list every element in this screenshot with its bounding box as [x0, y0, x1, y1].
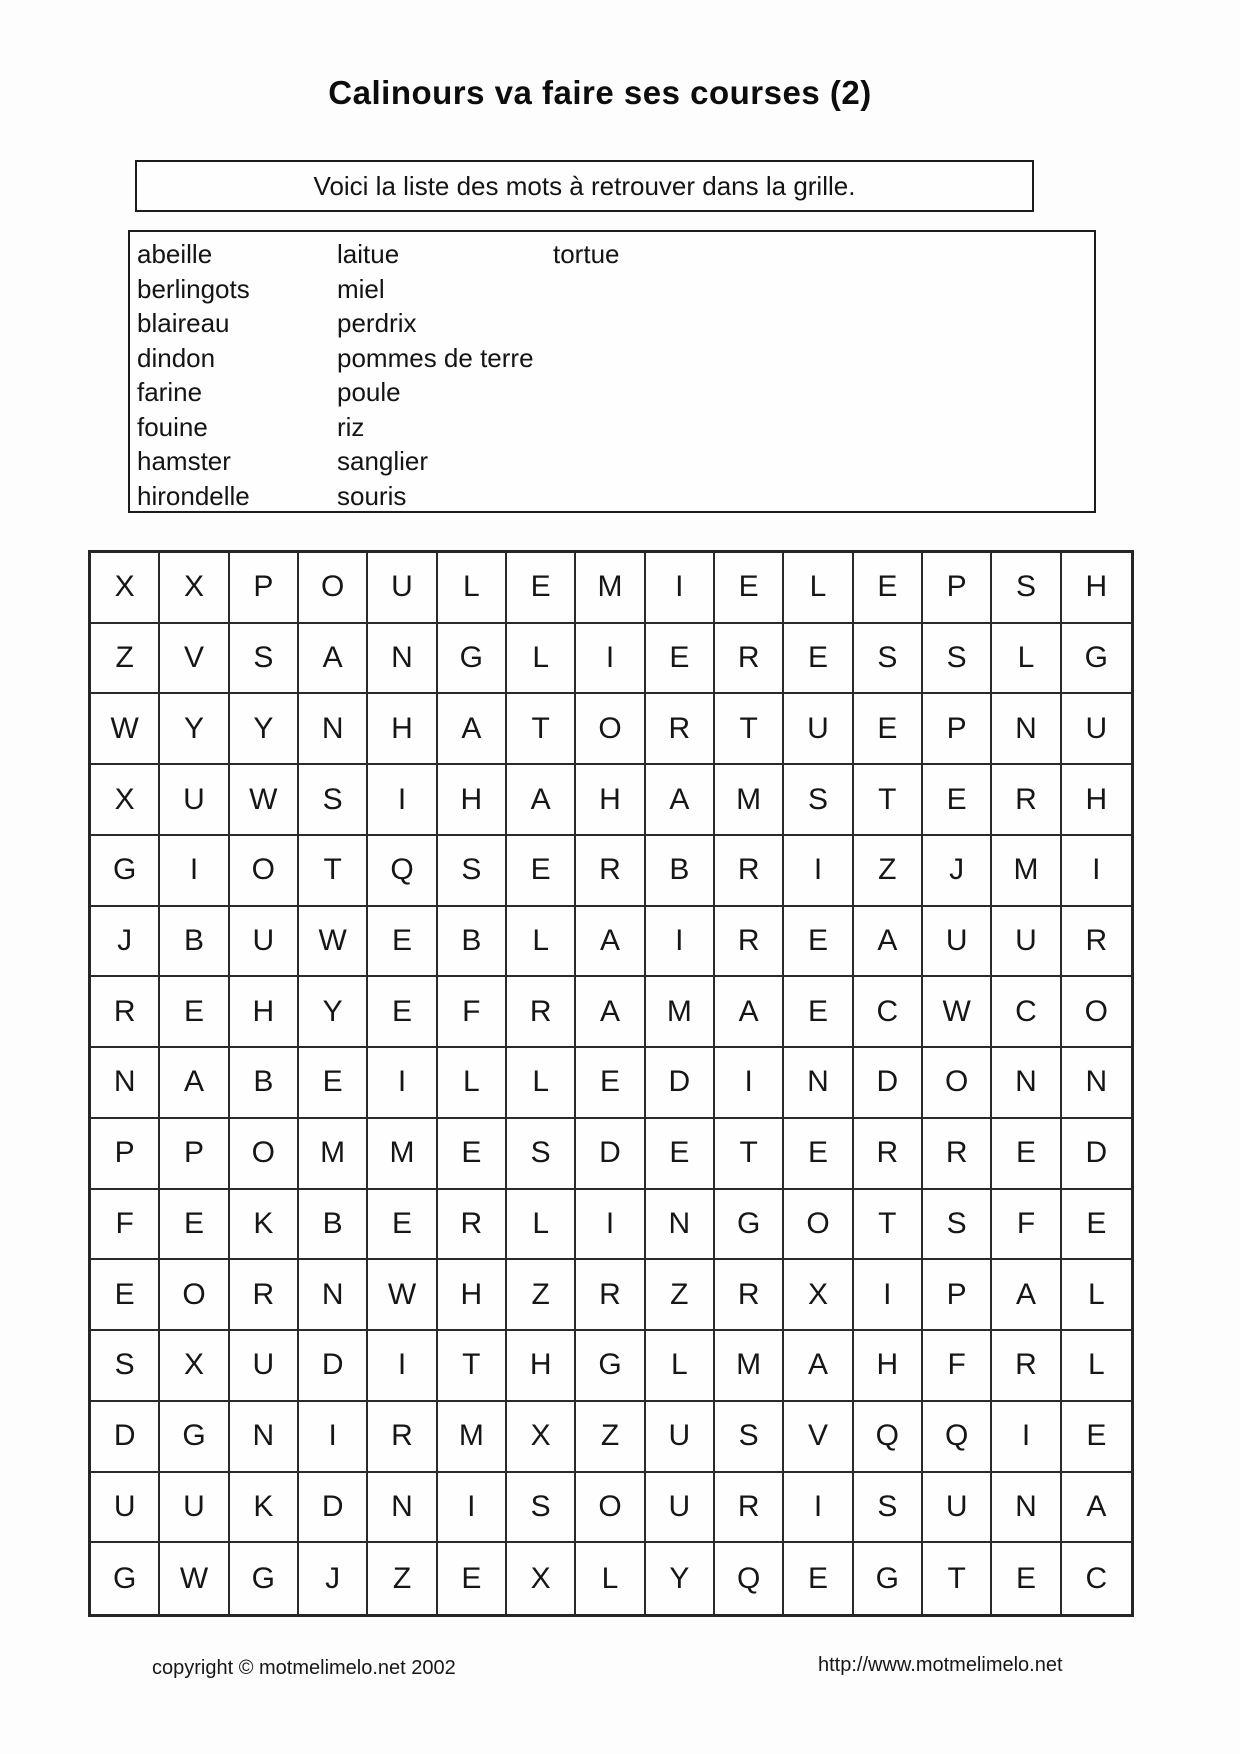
grid-cell: I [715, 1048, 784, 1119]
grid-cell: C [854, 977, 923, 1048]
grid-cell: B [230, 1048, 299, 1119]
grid-cell: U [784, 694, 853, 765]
word-list-item: souris [337, 480, 407, 511]
grid-cell: M [992, 836, 1061, 907]
grid-cell: E [646, 1119, 715, 1190]
grid-cell: Z [91, 624, 160, 695]
grid-cell: I [368, 1331, 437, 1402]
grid-cell: D [299, 1331, 368, 1402]
word-list-item: dindon [137, 342, 216, 373]
grid-cell: O [299, 553, 368, 624]
grid-cell: Z [507, 1260, 576, 1331]
grid-cell: O [576, 1473, 645, 1544]
grid-cell: M [576, 553, 645, 624]
grid-cell: K [230, 1190, 299, 1261]
word-list-column [137, 237, 250, 513]
grid-cell: I [299, 1402, 368, 1473]
grid-cell: R [715, 624, 784, 695]
grid-cell: W [368, 1260, 437, 1331]
grid-cell: T [715, 694, 784, 765]
grid-cell: Y [299, 977, 368, 1048]
grid-cell: A [507, 765, 576, 836]
grid-cell: I [1062, 836, 1131, 907]
word-list-item: laitue [337, 239, 400, 269]
grid-cell: Z [368, 1543, 437, 1614]
instruction-text: Voici la liste des mots à retrouver dans la grille. [313, 170, 856, 201]
grid-cell: I [368, 1048, 437, 1119]
grid-cell: H [438, 1260, 507, 1331]
word-list-item: abeille [137, 239, 213, 269]
grid-cell: U [992, 907, 1061, 978]
grid-cell: E [992, 1119, 1061, 1190]
grid-cell: S [992, 553, 1061, 624]
grid-cell: E [715, 553, 784, 624]
grid-cell: E [507, 553, 576, 624]
grid-cell: N [368, 624, 437, 695]
grid-cell: E [299, 1048, 368, 1119]
grid-cell: M [646, 977, 715, 1048]
grid-cell: L [438, 553, 507, 624]
grid-cell: N [299, 694, 368, 765]
grid-cell: S [230, 624, 299, 695]
grid-cell: L [1062, 1331, 1131, 1402]
grid-cell: O [160, 1260, 229, 1331]
grid-cell: L [507, 907, 576, 978]
grid-cell: O [1062, 977, 1131, 1048]
word-list-item: blaireau [137, 308, 230, 338]
word-list-item: pommes de terre [337, 342, 534, 373]
grid-cell: U [160, 1473, 229, 1544]
grid-cell: S [299, 765, 368, 836]
grid-cell: T [438, 1331, 507, 1402]
grid-cell: B [438, 907, 507, 978]
grid-cell: A [646, 765, 715, 836]
grid-cell: O [576, 694, 645, 765]
grid-cell: A [160, 1048, 229, 1119]
grid-cell: W [230, 765, 299, 836]
grid-cell: I [646, 907, 715, 978]
grid-cell: P [160, 1119, 229, 1190]
grid-cell: L [992, 624, 1061, 695]
grid-cell: S [854, 624, 923, 695]
word-list-column [337, 237, 534, 513]
instruction-box [135, 160, 1034, 212]
grid-cell: Z [854, 836, 923, 907]
grid-cell: U [1062, 694, 1131, 765]
word-list-item: sanglier [337, 446, 429, 476]
grid-cell: L [1062, 1260, 1131, 1331]
grid-cell: Q [854, 1402, 923, 1473]
grid-cell: E [576, 1048, 645, 1119]
grid-cell: W [91, 694, 160, 765]
grid-cell: C [1085, 1561, 1108, 1595]
grid-cell: U [923, 1473, 992, 1544]
word-list-box [128, 230, 1096, 513]
word-list-item: riz [337, 411, 365, 442]
grid-cell: Y [230, 694, 299, 765]
grid-cell: A [854, 907, 923, 978]
page-title: Calinours va faire ses courses (2) [328, 74, 872, 111]
grid-cell: X [507, 1543, 576, 1614]
word-list-item: hirondelle [137, 480, 250, 511]
grid-cell: L [507, 1190, 576, 1261]
grid-cell: A [784, 1331, 853, 1402]
grid-cell: R [992, 1331, 1061, 1402]
word-list-column [553, 237, 620, 272]
grid-cell: E [368, 907, 437, 978]
grid-cell: P [230, 553, 299, 624]
grid-cell: R [576, 1260, 645, 1331]
grid-cell: P [923, 1260, 992, 1331]
grid-cell: S [854, 1473, 923, 1544]
grid-cell: X [91, 553, 160, 624]
grid-cell: G [160, 1402, 229, 1473]
grid-cell: U [368, 553, 437, 624]
grid-cell: M [715, 1331, 784, 1402]
grid-cell: A [438, 694, 507, 765]
grid-cell: E [160, 977, 229, 1048]
grid-cell: L [438, 1048, 507, 1119]
grid-cell: O [923, 1048, 992, 1119]
grid-cell: E [992, 1543, 1061, 1614]
grid-cell: U [230, 907, 299, 978]
grid-cell: X [160, 1331, 229, 1402]
grid-cell: B [646, 836, 715, 907]
grid-cell: F [438, 977, 507, 1048]
grid-cell: C [992, 977, 1061, 1048]
grid-cell: Q [368, 836, 437, 907]
grid-cell: B [299, 1190, 368, 1261]
grid-cell: G [91, 1543, 160, 1614]
grid-cell: P [91, 1119, 160, 1190]
grid-cell: I [576, 624, 645, 695]
grid-cell: E [854, 694, 923, 765]
grid-cell: F [923, 1331, 992, 1402]
grid-cell: J [91, 907, 160, 978]
grid-cell: E [1062, 1402, 1131, 1473]
grid-cell: R [854, 1119, 923, 1190]
grid-cell: R [91, 977, 160, 1048]
grid-cell: D [646, 1048, 715, 1119]
grid-cell: S [715, 1402, 784, 1473]
grid-cell: E [160, 1190, 229, 1261]
grid-cell: G [1062, 624, 1131, 695]
grid-cell: G [715, 1190, 784, 1261]
grid-cell: I [160, 836, 229, 907]
grid-cell: E [646, 624, 715, 695]
grid-cell: N [230, 1402, 299, 1473]
copyright-text: copyright © motmelimelo.net 2002 [152, 1657, 456, 1679]
grid-cell: N [1062, 1048, 1131, 1119]
grid-cell: G [91, 836, 160, 907]
grid-cell: A [576, 907, 645, 978]
grid-cell: E [784, 1543, 853, 1614]
grid-cell: V [784, 1402, 853, 1473]
grid-cell: S [438, 836, 507, 907]
grid-cell: E [854, 553, 923, 624]
grid-cell: R [715, 1473, 784, 1544]
grid-cell: X [160, 553, 229, 624]
grid-cell: N [646, 1190, 715, 1261]
grid-cell: I [576, 1190, 645, 1261]
word-list-item: poule [337, 377, 401, 407]
grid-cell: R [368, 1402, 437, 1473]
grid-cell: D [576, 1119, 645, 1190]
grid-cell: U [91, 1473, 160, 1544]
grid-cell: F [992, 1190, 1061, 1261]
grid-cell: Z [576, 1402, 645, 1473]
grid-cell: G [854, 1543, 923, 1614]
grid-cell: X [784, 1260, 853, 1331]
grid-cell: V [160, 624, 229, 695]
grid-cell: M [438, 1402, 507, 1473]
word-list-item: perdrix [337, 308, 417, 338]
grid-cell: I [854, 1260, 923, 1331]
grid-cell: T [715, 1119, 784, 1190]
grid-cell: I [368, 765, 437, 836]
grid-cell: U [646, 1473, 715, 1544]
grid-cell: S [923, 624, 992, 695]
grid-cell: E [507, 836, 576, 907]
grid-cell: W [923, 977, 992, 1048]
grid-cell: L [576, 1543, 645, 1614]
grid-cell: K [230, 1473, 299, 1544]
grid-cell: H [1062, 553, 1131, 624]
grid-cell: D [91, 1402, 160, 1473]
grid-cell: N [784, 1048, 853, 1119]
grid-cell: H [368, 694, 437, 765]
word-list-item: farine [137, 377, 203, 407]
grid-cell: O [784, 1190, 853, 1261]
grid-cell: Y [646, 1543, 715, 1614]
grid-cell: P [923, 694, 992, 765]
grid-cell: N [368, 1473, 437, 1544]
grid-cell: W [160, 1543, 229, 1614]
grid-cell: N [91, 1048, 160, 1119]
grid-cell: I [646, 553, 715, 624]
grid-cell: E [438, 1119, 507, 1190]
grid-cell: T [507, 694, 576, 765]
grid-cell: R [507, 977, 576, 1048]
grid-cell: Z [646, 1260, 715, 1331]
grid-cell: Q [923, 1402, 992, 1473]
grid-cell: R [438, 1190, 507, 1261]
grid-cell: S [507, 1119, 576, 1190]
grid-cell: M [299, 1119, 368, 1190]
grid-cell: O [230, 836, 299, 907]
grid-cell: I [784, 1473, 853, 1544]
grid-cell: G [576, 1331, 645, 1402]
grid-cell: J [299, 1543, 368, 1614]
website-url-text: http://www.motmelimelo.net [818, 1654, 1063, 1676]
grid-cell: X [507, 1402, 576, 1473]
grid-cell: T [299, 836, 368, 907]
grid-cell: A [1062, 1473, 1131, 1544]
grid-cell: R [715, 836, 784, 907]
grid-cell: I [784, 836, 853, 907]
grid-cell: E [1062, 1190, 1131, 1261]
grid-cell: H [576, 765, 645, 836]
letter-grid [88, 550, 1134, 1617]
grid-cell: M [715, 765, 784, 836]
grid-cell: Y [160, 694, 229, 765]
grid-cell: H [1062, 765, 1131, 836]
word-list-item: fouine [137, 411, 208, 442]
grid-cell: S [923, 1190, 992, 1261]
grid-cell: A [715, 977, 784, 1048]
grid-cell: L [646, 1331, 715, 1402]
grid-cell: B [160, 907, 229, 978]
grid-cell: R [715, 907, 784, 978]
grid-cell: A [576, 977, 645, 1048]
grid-cell: J [923, 836, 992, 907]
grid-cell: S [91, 1331, 160, 1402]
grid-cell: E [784, 1119, 853, 1190]
grid-cell: R [992, 765, 1061, 836]
grid-cell: A [299, 624, 368, 695]
grid-cell: E [784, 977, 853, 1048]
grid-cell: E [368, 977, 437, 1048]
grid-cell: G [438, 624, 507, 695]
grid-cell: U [646, 1402, 715, 1473]
grid-cell: A [992, 1260, 1061, 1331]
grid-cell: T [854, 765, 923, 836]
grid-cell: L [507, 624, 576, 695]
grid-cell: R [923, 1119, 992, 1190]
grid-cell: I [438, 1473, 507, 1544]
grid-cell: N [992, 1473, 1061, 1544]
grid-cell: E [368, 1190, 437, 1261]
grid-cell: N [992, 694, 1061, 765]
grid-cell: X [91, 765, 160, 836]
grid-cell: H [854, 1331, 923, 1402]
grid-cell: S [507, 1473, 576, 1544]
grid-cell: E [784, 624, 853, 695]
grid-cell: N [992, 1048, 1061, 1119]
word-list-item: miel [337, 273, 385, 304]
grid-cell: E [923, 765, 992, 836]
grid-cell: U [230, 1331, 299, 1402]
grid-cell: R [1062, 907, 1131, 978]
grid-cell: L [784, 553, 853, 624]
grid-cell: U [160, 765, 229, 836]
word-list-item: tortue [553, 239, 620, 269]
grid-cell: N [299, 1260, 368, 1331]
grid-cell: R [230, 1260, 299, 1331]
grid-cell: M [368, 1119, 437, 1190]
grid-cell: D [854, 1048, 923, 1119]
grid-cell: I [992, 1402, 1061, 1473]
grid-cell: U [923, 907, 992, 978]
grid-cell: E [438, 1543, 507, 1614]
grid-cell: T [854, 1190, 923, 1261]
grid-cell: L [507, 1048, 576, 1119]
grid-cell: R [715, 1260, 784, 1331]
grid-cell: H [230, 977, 299, 1048]
grid-cell: P [923, 553, 992, 624]
grid-cell: G [230, 1543, 299, 1614]
grid-cell: Q [715, 1543, 784, 1614]
grid-cell: R [576, 836, 645, 907]
grid-cell: D [299, 1473, 368, 1544]
grid-cell: D [1062, 1119, 1131, 1190]
grid-cell: H [438, 765, 507, 836]
grid-cell: H [507, 1331, 576, 1402]
grid-cell: F [91, 1190, 160, 1261]
grid-cell: O [230, 1119, 299, 1190]
grid-cell: S [784, 765, 853, 836]
word-list-item: hamster [137, 446, 231, 476]
grid-cell: E [91, 1260, 160, 1331]
grid-cell: T [923, 1543, 992, 1614]
word-list-item: berlingots [137, 273, 250, 304]
grid-cell: R [646, 694, 715, 765]
grid-cell: W [299, 907, 368, 978]
grid-cell: E [784, 907, 853, 978]
